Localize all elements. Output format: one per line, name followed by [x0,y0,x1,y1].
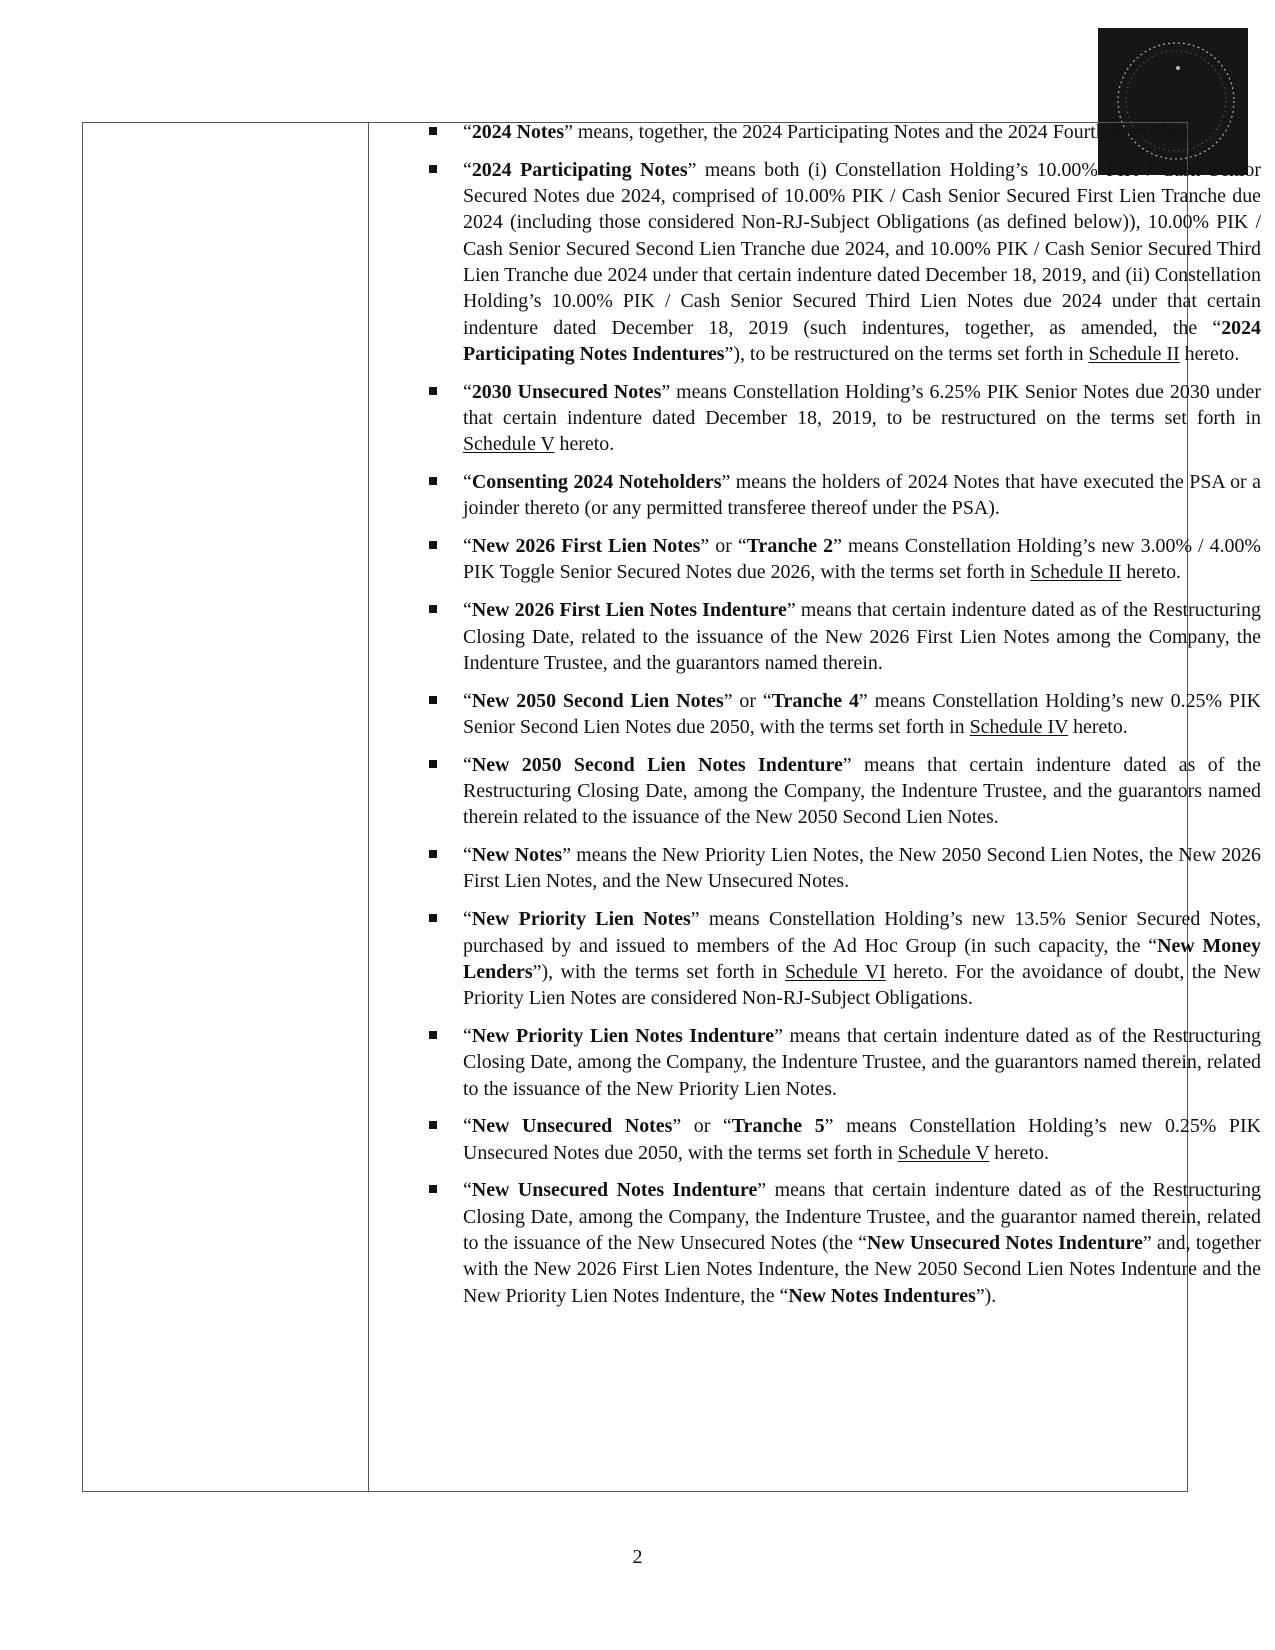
bullet-icon [429,541,437,549]
definition-item: “Consenting 2024 Noteholders” means the holders of 2024 Notes that have executed the PSA or a joinder thereto (or any permitted transferee thereof under the PSA). [463,469,1261,522]
defined-term: New Priority Lien Notes [471,908,691,931]
defined-term: New 2050 Second Lien Notes Indenture [471,753,843,776]
bullet-icon [429,850,437,858]
page-number: 2 [632,1546,643,1568]
defined-term: New 2026 First Lien Notes [471,535,701,558]
defined-term: 2024 Notes [471,121,565,143]
schedule-reference: Schedule II [1030,561,1122,584]
defined-term: 2024 Participating Notes [471,158,688,181]
schedule-reference: Schedule IV [969,715,1069,738]
defined-term: Consenting 2024 Noteholders [471,471,722,494]
bullet-icon [429,477,437,485]
bullet-icon [429,387,437,395]
definition-item: “2024 Participating Notes” means both (i) Constellation Holding’s 10.00% PIK / Cash Senior Secured Notes due 2024, comprised of 10.00% PIK / Cash Senior Secured First Lien Tranche due 2024 (including those considered Non-RJ-Subject Obligations (as defined below)), 10.00% PIK / Cash Senior Secured Second Lien Tranche due 2024, and 10.00% PIK / Cash Senior Secured Third Lien Tranche due 2024 under that certain indenture dated December 18, 2019, and (ii) Constellation Holding’s 10.00% PIK / Cash Senior Secured Third Lien Notes due 2024 under that certain indenture dated December 18, 2019 (such indentures, together, as amended, the “2024 Participating Notes Indentures”), to be restructured on the terms set forth in Schedule II hereto. [463,157,1261,367]
bullet-icon [429,1121,437,1129]
definition-item: “New Priority Lien Notes Indenture” means that certain indenture dated as of the Restructuring Closing Date, among the Company, the Indenture Trustee, and the guarantors named therein, related to the issuance of the New Priority Lien Notes. [463,1023,1261,1102]
defined-term: New Notes [471,844,563,867]
schedule-reference: Schedule V [463,433,555,456]
bullet-icon [429,1031,437,1039]
definition-item: “2030 Unsecured Notes” means Constellation Holding’s 6.25% PIK Senior Notes due 2030 under that certain indenture dated December 18, 2019, to be restructured on the terms set forth in Schedule V hereto. [463,379,1261,458]
defined-term: Tranche 2 [746,535,834,558]
schedule-reference: Schedule II [1088,342,1180,365]
definition-item: “New 2050 Second Lien Notes Indenture” means that certain indenture dated as of the Restructuring Closing Date, among the Company, the Indenture Trustee, and the guarantors named therein related to the issuance of the New 2050 Second Lien Notes. [463,752,1261,831]
defined-term: New Notes Indentures [788,1284,976,1307]
definition-item: “2024 Notes” means, together, the 2024 Participating Notes and the 2024 Fourth Lien Notes. [463,119,1261,145]
definitions-table [82,121,1262,1492]
definition-item: “New 2050 Second Lien Notes” or “Tranche 4” means Constellation Holding’s new 0.25% PIK Senior Second Lien Notes due 2050, with the terms set forth in Schedule IV hereto. [463,688,1261,741]
defined-term: New Unsecured Notes [471,1115,673,1138]
bullet-icon [429,165,437,173]
bullet-icon [429,760,437,768]
defined-term: 2030 Unsecured Notes [471,380,662,403]
defined-term: New Unsecured Notes Indenture [471,1179,758,1202]
bullet-icon [429,605,437,613]
schedule-reference: Schedule VI [784,960,886,983]
defined-term: New 2050 Second Lien Notes [471,689,724,712]
definition-item: “New Unsecured Notes” or “Tranche 5” means Constellation Holding’s new 0.25% PIK Unsecured Notes due 2050, with the terms set forth in Schedule V hereto. [463,1113,1261,1166]
definition-item: “New Notes” means the New Priority Lien Notes, the New 2050 Second Lien Notes, the New 2026 First Lien Notes, and the New Unsecured Notes. [463,842,1261,895]
column-divider [368,123,369,1491]
bullet-icon [429,696,437,704]
bullet-icon [429,1185,437,1193]
bullet-icon [429,127,437,135]
defined-term: New Unsecured Notes Indenture [867,1231,1143,1254]
defined-term: 2024 Participating Notes Indentures [463,316,1261,365]
bullet-icon [429,914,437,922]
defined-term: New Priority Lien Notes Indenture [471,1024,775,1047]
definition-item: “New 2026 First Lien Notes” or “Tranche 2” means Constellation Holding’s new 3.00% / 4.00% PIK Toggle Senior Secured Notes due 2026, with the terms set forth in Schedule II hereto. [463,533,1261,586]
definition-item: “New 2026 First Lien Notes Indenture” means that certain indenture dated as of the Restructuring Closing Date, related to the issuance of the New 2026 First Lien Notes among the Company, the Indenture Trustee, and the guarantors named therein. [463,597,1261,676]
defined-term: New 2026 First Lien Notes Indenture [471,599,787,622]
schedule-reference: Schedule V [897,1141,990,1164]
defined-term: Tranche 4 [771,689,859,712]
defined-term: Tranche 5 [731,1115,825,1138]
definitions-list [463,123,1261,1320]
definition-item: “New Priority Lien Notes” means Constellation Holding’s new 13.5% Senior Secured Notes, purchased by and issued to members of the Ad Hoc Group (in such capacity, the “New Money Lenders”), with the terms set forth in Schedule VI hereto. For the avoidance of doubt, the New Priority Lien Notes are considered Non-RJ-Subject Obligations. [463,906,1261,1011]
definition-item: “New Unsecured Notes Indenture” means that certain indenture dated as of the Restructuring Closing Date, among the Company, the Indenture Trustee, and the guarantor named therein, related to the issuance of the New Unsecured Notes (the “New Unsecured Notes Indenture” and, together with the New 2026 First Lien Notes Indenture, the New 2050 Second Lien Notes Indenture and the New Priority Lien Notes Indenture, the “New Notes Indentures”). [463,1177,1261,1308]
defined-term: New Money Lenders [463,934,1261,983]
